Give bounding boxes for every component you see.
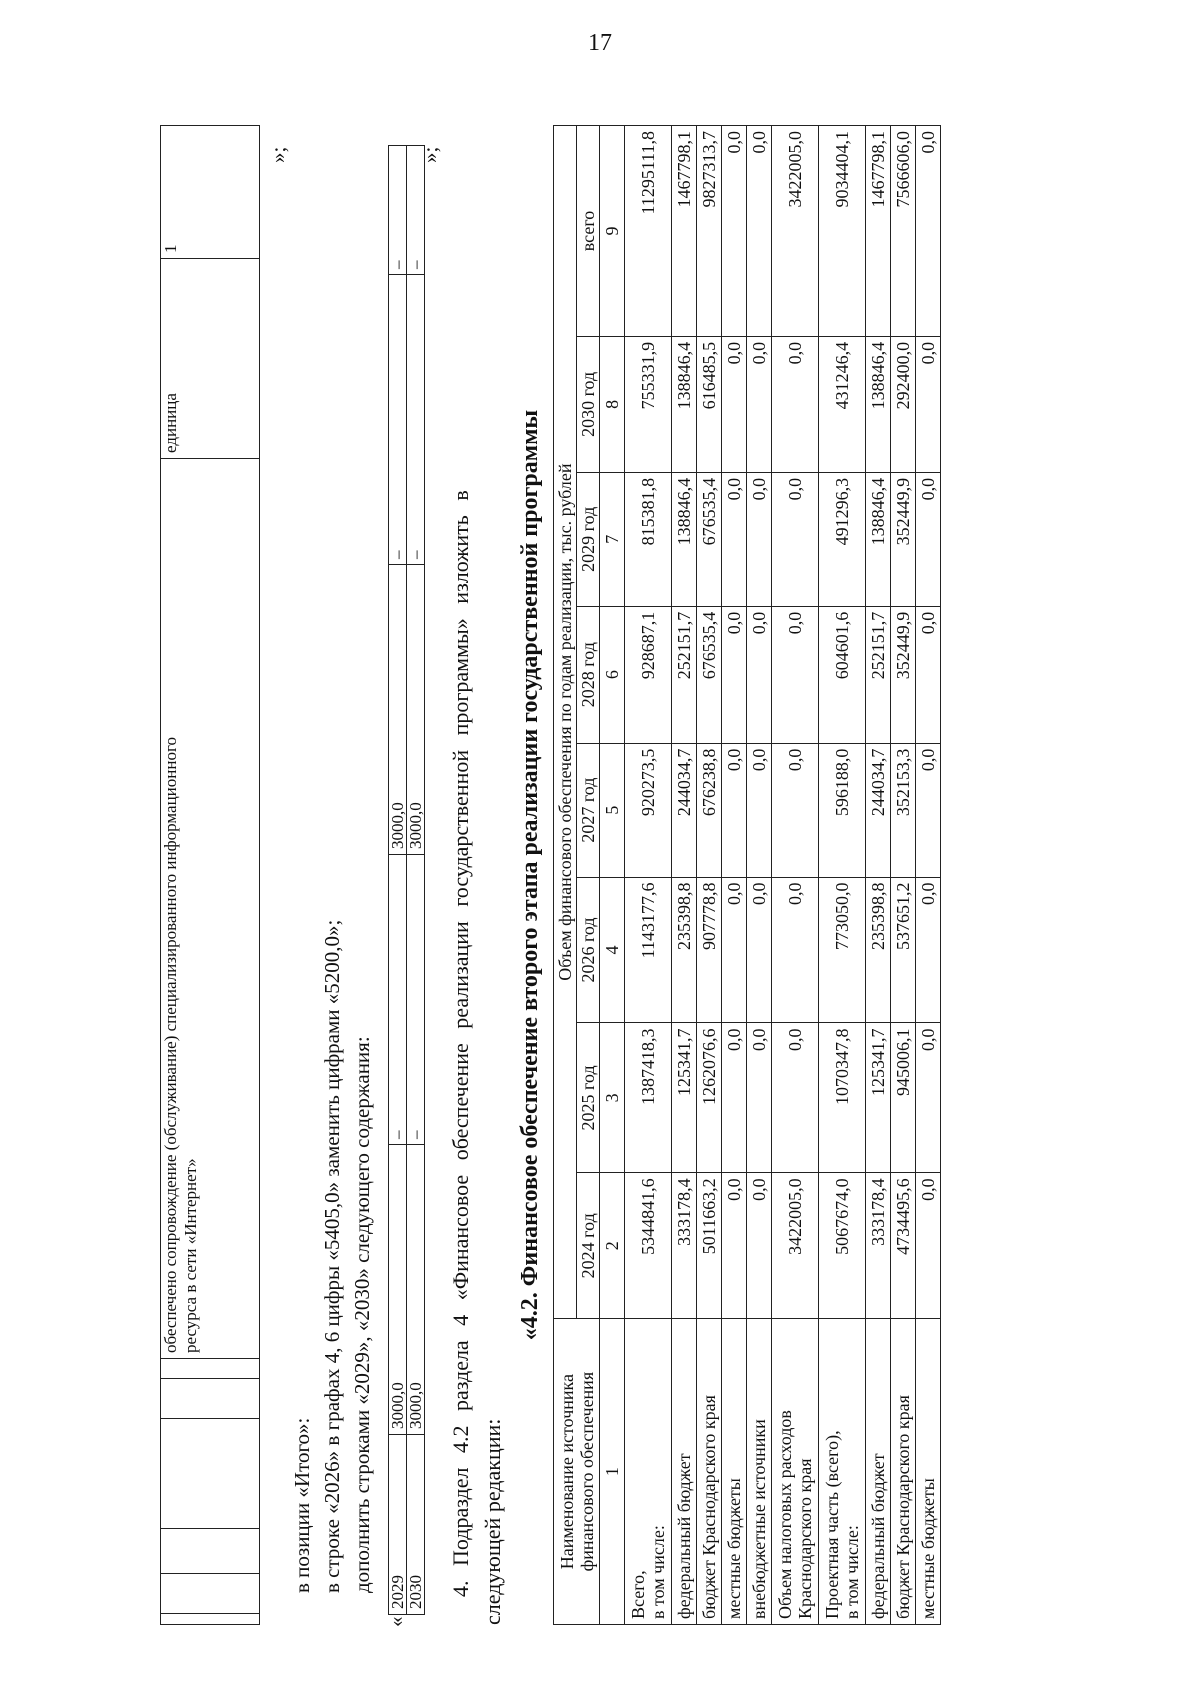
value-cell: 9827313,7 (697, 126, 722, 337)
value-cell: 292400,0 (891, 336, 916, 472)
value-cell: 138846,4 (672, 336, 697, 472)
value-cell: 0,0 (722, 606, 747, 743)
table-row (697, 126, 722, 1625)
previous-table-text-cell (161, 459, 260, 1359)
value-cell: 0,0 (722, 336, 747, 472)
table-row (819, 126, 866, 1625)
value-cell: 235398,8 (672, 877, 697, 1023)
source-name-cell (697, 1319, 722, 1625)
source-name-cell (722, 1319, 747, 1625)
finance-table (553, 125, 941, 1625)
column-number: 2 (600, 1173, 625, 1319)
source-name-cell (747, 1319, 772, 1625)
closing-quote-2: »; (418, 146, 442, 163)
table-row (772, 126, 819, 1625)
value-cell: 3000,0 (407, 565, 425, 855)
source-name: бюджет Краснодарского края (893, 1395, 913, 1619)
value-cell: 3000,0 (407, 1145, 425, 1435)
value-cell: 676535,4 (697, 472, 722, 606)
value-cell: 0,0 (916, 877, 941, 1023)
value-cell: 5067674,0 (819, 1173, 866, 1319)
value-cell: 0,0 (747, 336, 772, 472)
paragraph-line-2: следующей редакции: (480, 1418, 505, 1625)
page-number: 17 (588, 30, 612, 56)
value-cell: 0,0 (722, 126, 747, 337)
table-row (672, 126, 697, 1625)
previous-table-value: 1 (161, 126, 260, 259)
value-cell: 945006,1 (891, 1023, 916, 1173)
value-cell: 0,0 (747, 743, 772, 877)
value-cell: 0,0 (722, 743, 747, 877)
value-cell: 0,0 (722, 1173, 747, 1319)
year-header: 2030 год (577, 336, 600, 472)
value-cell: – (407, 855, 425, 1145)
value-cell: 3000,0 (389, 1145, 407, 1435)
source-name: бюджет Краснодарского края (699, 1395, 719, 1619)
year-header: 2029 год (577, 472, 600, 606)
previous-table-unit: единица (161, 259, 260, 459)
value-cell: 0,0 (772, 877, 819, 1023)
column-number: 5 (600, 743, 625, 877)
value-cell: 0,0 (772, 472, 819, 606)
value-cell: 125341,7 (672, 1023, 697, 1173)
value-cell: 0,0 (916, 1023, 941, 1173)
table-row (747, 126, 772, 1625)
value-cell: 0,0 (916, 606, 941, 743)
column-number: 9 (600, 126, 625, 337)
value-cell: 0,0 (722, 1023, 747, 1173)
open-quote: « (384, 1616, 408, 1627)
year-header: 2025 год (577, 1023, 600, 1173)
value-cell: 5011663,2 (697, 1173, 722, 1319)
instruction-line-1: в позиции «Итого»: (290, 1417, 314, 1593)
value-cell: 352449,9 (891, 472, 916, 606)
value-cell: 11295111,8 (625, 126, 672, 337)
value-cell: 0,0 (747, 606, 772, 743)
table-row (625, 126, 672, 1625)
year-header: 2024 год (577, 1173, 600, 1319)
column-number: 1 (600, 1319, 625, 1625)
value-cell: 596188,0 (819, 743, 866, 877)
value-cell: 616485,5 (697, 336, 722, 472)
value-cell: 352449,9 (891, 606, 916, 743)
value-cell: 1467798,1 (866, 126, 891, 337)
column-number: 6 (600, 606, 625, 743)
section-title: «4.2. Финансовое обеспечение второго этапа реализации государственной программы (517, 409, 543, 1341)
source-name: Объем налоговых расходов (775, 1410, 795, 1619)
value-cell: 0,0 (747, 1023, 772, 1173)
value-cell: 604601,6 (819, 606, 866, 743)
source-name: внебюджетные источники (749, 1419, 769, 1619)
value-cell: 0,0 (747, 126, 772, 337)
years-table-row (389, 146, 407, 1615)
year-cell: 2030 (407, 1435, 425, 1615)
value-cell: 138846,4 (672, 472, 697, 606)
value-cell: 244034,7 (672, 743, 697, 877)
value-cell: – (407, 275, 425, 565)
year-header: 2027 год (577, 743, 600, 877)
value-cell: 0,0 (916, 743, 941, 877)
value-cell: – (389, 855, 407, 1145)
value-cell: 0,0 (916, 472, 941, 606)
value-cell: 0,0 (772, 1023, 819, 1173)
header-row-col-numbers (600, 126, 625, 1625)
value-cell: 3422005,0 (772, 126, 819, 337)
header-source: Наименование источника финансового обеспечения (554, 1319, 600, 1625)
source-name-cell (819, 1319, 866, 1625)
value-cell: 0,0 (747, 877, 772, 1023)
value-cell: 0,0 (916, 336, 941, 472)
years-table-row (407, 146, 425, 1615)
value-cell: 0,0 (747, 1173, 772, 1319)
finance-table-body (625, 126, 941, 1625)
value-cell: 1387418,3 (625, 1023, 672, 1173)
source-name: федеральный бюджет (674, 1453, 694, 1619)
year-header: 2026 год (577, 877, 600, 1023)
instruction-line-2: в строке «2026» в графах 4, 6 цифры «5405,0» заменить цифрами «5200,0»; (320, 919, 344, 1593)
value-cell: 928687,1 (625, 606, 672, 743)
value-cell: 7566606,0 (891, 126, 916, 337)
paragraph-line-1: 4. Подраздел 4.2 раздела 4 «Финансовое обеспечение реализации государственной программы» изложить в (448, 490, 473, 1597)
source-name-cell (672, 1319, 697, 1625)
source-name-cell (625, 1319, 672, 1625)
value-cell: 333178,4 (672, 1173, 697, 1319)
table-row (916, 126, 941, 1625)
column-number: 4 (600, 877, 625, 1023)
source-name-cell (916, 1319, 941, 1625)
value-cell: 1143177,6 (625, 877, 672, 1023)
value-cell: 537651,2 (891, 877, 916, 1023)
value-cell: 920273,5 (625, 743, 672, 877)
source-name-cell (891, 1319, 916, 1625)
value-cell: 252151,7 (672, 606, 697, 743)
previous-table-fragment (160, 125, 260, 1625)
rotated-page-content (160, 125, 1160, 1625)
year-cell: 2029 (389, 1435, 407, 1615)
table-row (722, 126, 747, 1625)
previous-table-row (161, 126, 260, 1625)
column-number: 3 (600, 1023, 625, 1173)
header-row-1 (554, 126, 577, 1625)
table-row (866, 126, 891, 1625)
value-cell: 0,0 (772, 606, 819, 743)
value-cell: 773050,0 (819, 877, 866, 1023)
value-cell: 138846,4 (866, 336, 891, 472)
value-cell: 1262076,6 (697, 1023, 722, 1173)
value-cell: 676535,4 (697, 606, 722, 743)
value-cell: 244034,7 (866, 743, 891, 877)
value-cell: 333178,4 (866, 1173, 891, 1319)
source-name-cell (772, 1319, 819, 1625)
value-cell: 4734495,6 (891, 1173, 916, 1319)
year-header: всего (577, 126, 600, 337)
source-subname: в том числе: (842, 1525, 862, 1619)
value-cell: 0,0 (747, 472, 772, 606)
value-cell: 815381,8 (625, 472, 672, 606)
value-cell: 9034404,1 (819, 126, 866, 337)
closing-quote-1: »; (266, 146, 290, 163)
source-name-cell (866, 1319, 891, 1625)
source-name: федеральный бюджет (868, 1453, 888, 1619)
value-cell: 5344841,6 (625, 1173, 672, 1319)
source-name: местные бюджеты (918, 1478, 938, 1619)
column-number: 7 (600, 472, 625, 606)
value-cell: 352153,3 (891, 743, 916, 877)
year-header: 2028 год (577, 606, 600, 743)
value-cell: 3000,0 (389, 565, 407, 855)
instruction-line-3: дополнить строками «2029», «2030» следующего содержания: (350, 1036, 374, 1593)
value-cell: 431246,4 (819, 336, 866, 472)
value-cell: 3422005,0 (772, 1173, 819, 1319)
value-cell: 1467798,1 (672, 126, 697, 337)
value-cell: 0,0 (772, 743, 819, 877)
value-cell: 755331,9 (625, 336, 672, 472)
value-cell: 125341,7 (866, 1023, 891, 1173)
source-subname: Краснодарского края (795, 1458, 815, 1619)
value-cell: 0,0 (916, 1173, 941, 1319)
value-cell: 0,0 (772, 336, 819, 472)
previous-table-text-line1: обеспечено сопровождение (обслуживание) специализированного информационного (161, 736, 180, 1353)
value-cell: 0,0 (722, 877, 747, 1023)
value-cell: 0,0 (916, 126, 941, 337)
table-row (891, 126, 916, 1625)
source-name: местные бюджеты (724, 1478, 744, 1619)
previous-table-text-line2: ресурса в сети «Интернет» (181, 1158, 200, 1353)
value-cell: 0,0 (722, 472, 747, 606)
value-cell: 235398,8 (866, 877, 891, 1023)
value-cell: 491296,3 (819, 472, 866, 606)
value-cell: – (389, 146, 407, 275)
source-name: Всего, (628, 1570, 648, 1619)
value-cell: 138846,4 (866, 472, 891, 606)
value-cell: 252151,7 (866, 606, 891, 743)
value-cell: 907778,8 (697, 877, 722, 1023)
value-cell: – (407, 146, 425, 275)
value-cell: – (389, 275, 407, 565)
column-number: 8 (600, 336, 625, 472)
source-name: Проектная часть (всего), (822, 1430, 842, 1619)
value-cell: 1070347,8 (819, 1023, 866, 1173)
header-volume: Объем финансового обеспечения по годам реализации, тыс. рублей (554, 126, 577, 1319)
source-subname: в том числе: (648, 1525, 668, 1619)
years-table (388, 145, 425, 1615)
value-cell: 676238,8 (697, 743, 722, 877)
